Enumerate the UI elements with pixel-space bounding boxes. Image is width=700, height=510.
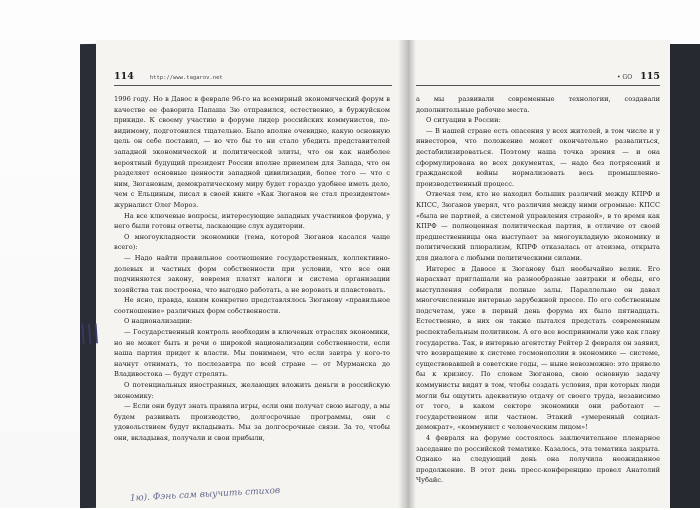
left-paragraph: — Надо найти правильное соотношение государственных, коллективно-долевых и частных форм собственности при условии, что все они подчиняются закону, вовремя платят налоги и система организации хозяйства так построена, что выгодно работать, а не воровать и плавстовать.	[114, 253, 390, 294]
right-paragraph: Интерес в Давосе к Зюганову был необычайно велик. Его нарасхват приглашали на разнообразные завтраки и обеды, его выступления собирали полные залы. Параллельно он давал многочисленные интервью зарубежной прессе. По его собственным подсчетам, уже в первый день форума их было пятнадцать. Естественно, в них он также пытался предстать современным респектабельным политиком. А его все воспринимали уже как главу государства. Так, в интервью агентству Рейтер 2 февраля он заявил, что возвращение к системе госмонополии в экономике — системе, существовавшей в советские годы, — ныне невозможно: это привело бы к кризису. По словам Зюганова, свою основную задачу коммунисты видят в том, чтобы создать условия, при которых люди могли бы ощутить адекватную отдачу от своего труда, независимо от того, в каком секторе экономики они работают — государственном или частном. Этакий «умеренный социал-демократ», «коммунист с человеческим лицом»!	[416, 264, 660, 432]
left-paragraph: — Государственный контроль необходим в ключевых отраслях экономики, но не может быть и речи о широкой национализации собственности, если наша партия придет к власти. Мы понимаем, что если завтра у кого-то начнут отнимать, то послезавтра по всей стране — от Мурманска до Владивостока — будут стрелять.	[114, 328, 390, 379]
left-site-url: http://www.tagarov.net	[149, 75, 223, 81]
left-paragraph: Не ясно, правда, каким конкретно представлялось Зюганову «правильное соотношение» различных форм собственности.	[114, 296, 390, 315]
right-page-number: 115	[640, 71, 660, 82]
handwritten-note: 1ю). Фэнь сам выучить стихов	[129, 485, 281, 504]
right-head-rule	[416, 85, 660, 86]
left-paragraph: О национализации:	[124, 317, 193, 326]
left-head-rule	[114, 85, 392, 86]
book-cover-right-edge	[668, 44, 700, 508]
right-page	[408, 40, 670, 508]
margin-pen-mark: |||	[78, 319, 101, 345]
left-text-block	[114, 94, 390, 444]
left-paragraph: О потенциальных иностранных, желающих вложить деньги в российскую экономику:	[114, 381, 390, 400]
left-paragraph: 1996 году. Но в Давос в феврале 96-го на всемирный экономический форум в качестве ее фаворита Папаша Зю отправился, естественно, в буржуйском прикиде. К своему участию в форуме лидер российских коммунистов, по-видимому, подготовился тщательно. Было вполне очевидно, какую основную цель он себе поставил, — во что бы то ни стало убедить представителей западной экономической и политической элиты, что он как наиболее вероятный будущий президент России вполне приемлем для Запада, что он разделяет основные ценности западной цивилизации, более того — что с ним, Зюгановым, демократическому миру будет гораздо удобнее иметь дело, чем с Ельциным, писал в своей книге «Как Зюганов не стал президентом» журналист Олег Мороз.	[114, 95, 390, 209]
left-running-head	[114, 70, 392, 84]
right-paragraph: а мы развивали современные технологии, создавали дополнительные рабочие места.	[416, 95, 660, 114]
left-paragraph: — Если они будут знать правила игры, если они получат свою выгоду, а мы будем развивать производство, долгосрочные программы, они с удовольствием будут вкладывать. Мы за долгосрочные связи. За то, чтобы они, вкладывая, получали и свои прибыли,	[114, 402, 390, 442]
right-paragraph: О ситуации в России:	[426, 116, 501, 125]
left-paragraph: На все ключевые вопросы, интересующие западных участников форума, у него были готовы ответы, ласкающие слух аудитории.	[114, 211, 390, 231]
right-paragraph: — В нашей стране есть опасения у всех жителей, в том числе и у инвесторов, что положение может окончательно развалиться, дестабилизироваться. Поэтому наша точка зрения — и она сформулирована во всех документах, — надо без потрясений и гражданской войны нормализовать весь промышленно-производственный процесс.	[416, 126, 660, 188]
right-text-block	[416, 94, 660, 486]
right-running-mark: • GO	[616, 74, 633, 81]
right-paragraph: 4 февраля на форуме состоялось заключительное пленарное заседание по российской тематике. Казалось, эта тематика закрыта. Однако на следующий день она получила неожиданное продолжение. В этот день пресс-конференцию провел Анатолий Чубайс.	[416, 434, 660, 485]
right-paragraph: Отвечая тем, кто не находил больших различий между КПРФ и КПСС, Зюганов уверял, что различия между ними огромные: КПСС «была не партией, а системой управления страной», в то время как КПРФ — полноценная политическая партия, в отличие от своей предшественницы она выступает за многоукладную экономику и политический плюрализм, КПРФ отказалась от атеизма, открыта для диалога с любыми политическими силами.	[416, 190, 660, 262]
right-running-head	[416, 70, 660, 84]
book-gutter-shadow	[398, 40, 416, 508]
left-page	[96, 40, 406, 508]
book-cover-left-edge	[80, 44, 96, 508]
left-page-number: 114	[114, 71, 134, 82]
left-paragraph: О многоукладности экономики (тема, которой Зюганов касался чаще всего):	[114, 232, 390, 252]
